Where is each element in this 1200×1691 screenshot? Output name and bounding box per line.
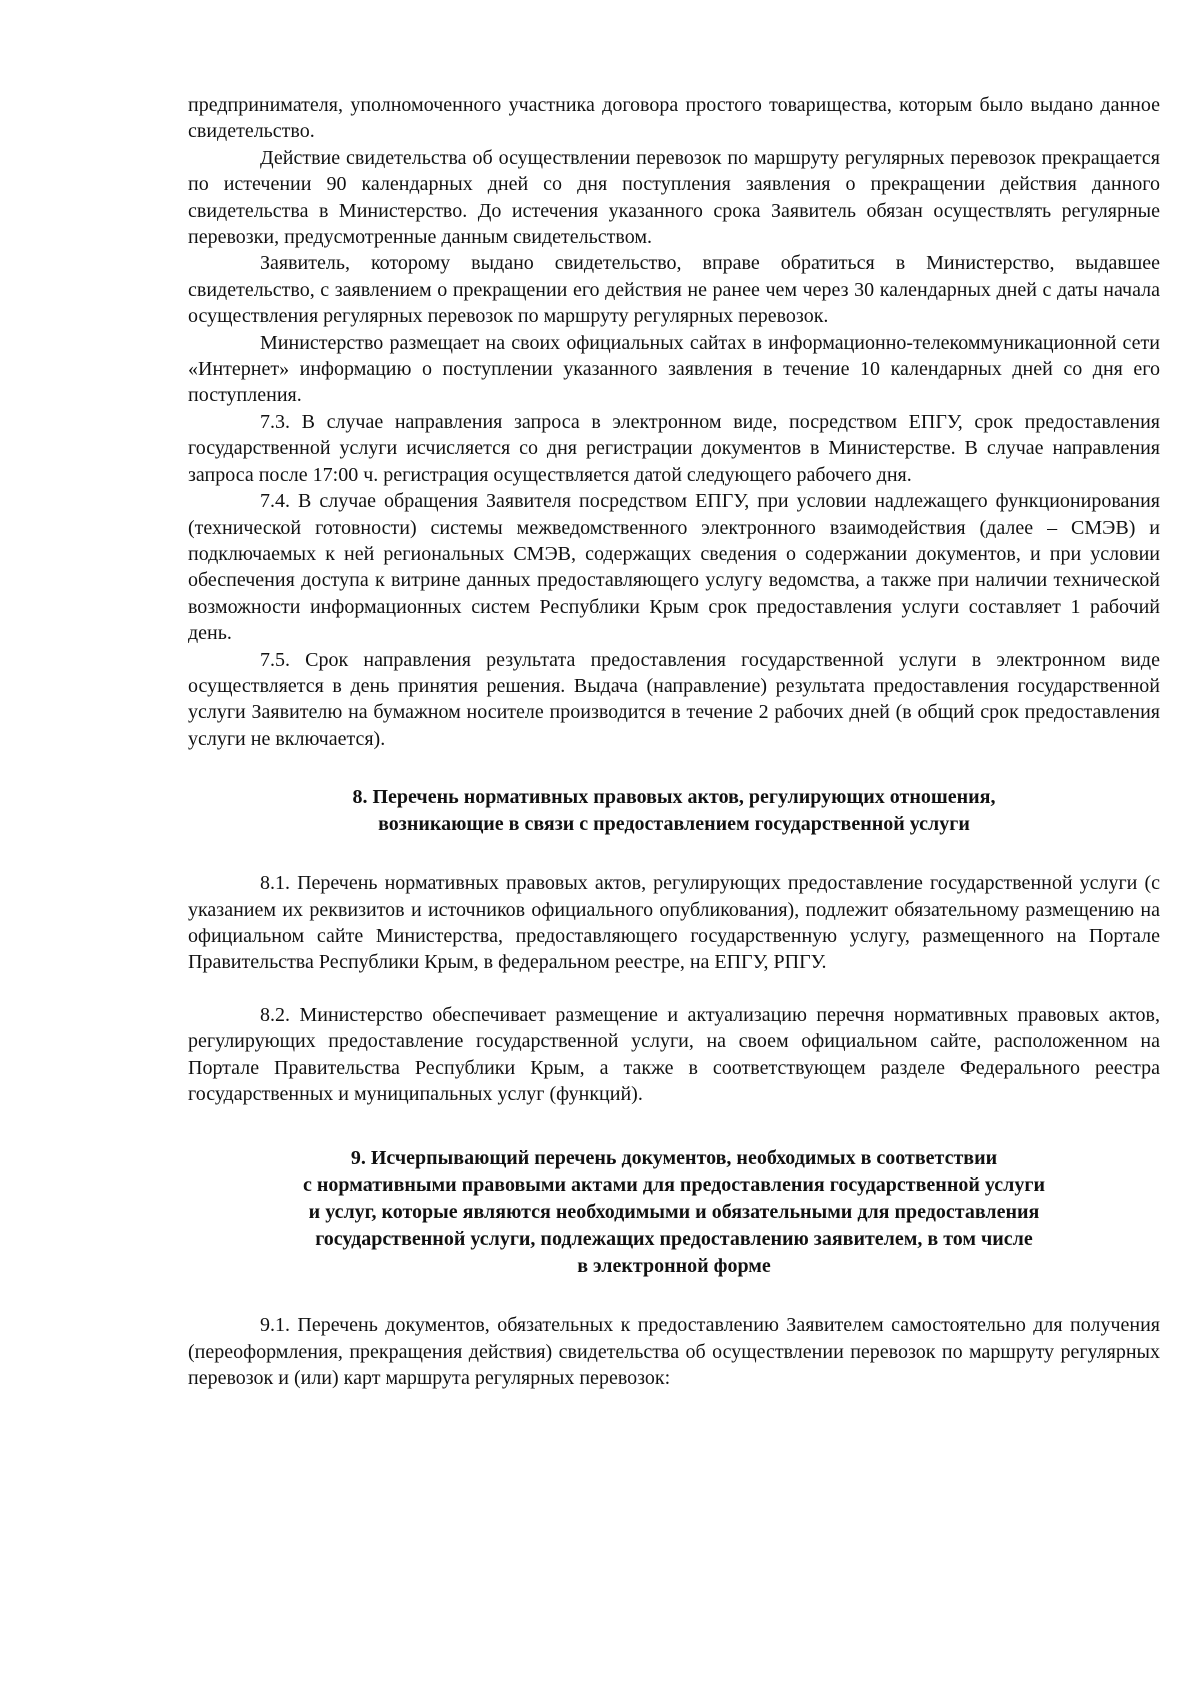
spacer bbox=[188, 838, 1160, 870]
section-heading-8 bbox=[188, 784, 1160, 838]
spacer bbox=[188, 1107, 1160, 1145]
paragraph-9-1: 9.1. Перечень документов, обязательных к предоставлению Заявителем самостоятельно для получения (переоформления, прекращения действия) свидетельства об осуществлении перевозок по маршруту регулярных перевозок и (или) карт маршрута регулярных перевозок: bbox=[188, 1314, 1160, 1390]
section-heading-8-line-1: 8. Перечень нормативных правовых актов, регулирующих отношения, bbox=[352, 786, 996, 809]
paragraph-7-4: 7.4. В случае обращения Заявителя посредством ЕПГУ, при условии надлежащего функционирования (технической готовности) системы межведомственного электронного взаимодействия (далее – СМЭВ) и подключаемых к ней региональных СМЭВ, содержащих сведения о содержании документов, и при условии обеспечения доступа к витрине данных предоставляющего услугу ведомства, а также при наличии технической возможности информационных систем Республики Крым срок предоставления услуги составляет 1 рабочий день. bbox=[188, 490, 1160, 645]
paragraph-ministry-posts: Министерство размещает на своих официальных сайтах в информационно-телекоммуникационной сети «Интернет» информацию о поступлении указанного заявления в течение 10 календарных дней со дня его поступления. bbox=[188, 331, 1160, 407]
section-heading-9-line-1: 9. Исчерпывающий перечень документов, необходимых в соответствии bbox=[350, 1147, 998, 1170]
paragraph-intro: предпринимателя, уполномоченного участника договора простого товарищества, которым было выдано данное свидетельство. bbox=[188, 94, 1160, 143]
paragraph-8-1: 8.1. Перечень нормативных правовых актов, регулирующих предоставление государственной услуги (с указанием их реквизитов и источников официального опубликования), подлежит обязательному размещению на официальном сайте Министерства, предоставляющего государственную услугу, размещенного на Портале Правительства Республики Крым, в федеральном реестре, на ЕПГУ, РПГУ. bbox=[188, 872, 1160, 974]
section-heading-8-line-2: возникающие в связи с предоставлением государственной услуги bbox=[378, 813, 970, 836]
section-heading-9-line-2: с нормативными правовыми актами для предоставления государственной услуги bbox=[303, 1174, 1045, 1197]
spacer bbox=[188, 752, 1160, 784]
section-heading-9-line-3: и услуг, которые являются необходимыми и обязательными для предоставления bbox=[308, 1201, 1040, 1224]
paragraph-7-5: 7.5. Срок направления результата предоставления государственной услуги в электронном виде осуществляется в день принятия решения. Выдача (направление) результата предоставления государственной услуги Заявителю на бумажном носителе производится в течение 2 рабочих дней (в общий срок предоставления услуги не включается). bbox=[188, 648, 1160, 750]
paragraph-7-3: 7.3. В случае направления запроса в электронном виде, посредством ЕПГУ, срок предоставления государственной услуги исчисляется со дня регистрации документов в Министерстве. В случае направления запроса после 17:00 ч. регистрация осуществляется датой следующего рабочего дня. bbox=[188, 410, 1160, 486]
paragraph-8-2: 8.2. Министерство обеспечивает размещение и актуализацию перечня нормативных правовых актов, регулирующих предоставление государственной услуги, на своем официальном сайте, расположенном на Портале Правительства Республики Крым, а также в соответствующем разделе Федерального реестра государственных и муниципальных услуг (функций). bbox=[188, 1003, 1160, 1105]
section-heading-9-line-5: в электронной форме bbox=[577, 1255, 771, 1278]
paragraph-validity-end: Действие свидетельства об осуществлении перевозок по маршруту регулярных перевозок прекращается по истечении 90 календарных дней со дня поступления заявления о прекращении действия данного свидетельства в Министерство. До истечения указанного срока Заявитель обязан осуществлять регулярные перевозки, предусмотренные данным свидетельством. bbox=[188, 146, 1160, 249]
spacer bbox=[188, 976, 1160, 1002]
section-heading-9-line-4: государственной услуги, подлежащих предоставлению заявителем, в том числе bbox=[315, 1228, 1033, 1251]
spacer bbox=[188, 1280, 1160, 1312]
section-heading-9 bbox=[188, 1145, 1160, 1280]
paragraph-applicant-right: Заявитель, которому выдано свидетельство, вправе обратиться в Министерство, выдавшее свидетельство, с заявлением о прекращении его действия не ранее чем через 30 календарных дней с даты начала осуществления регулярных перевозок по маршруту регулярных перевозок. bbox=[188, 252, 1160, 328]
